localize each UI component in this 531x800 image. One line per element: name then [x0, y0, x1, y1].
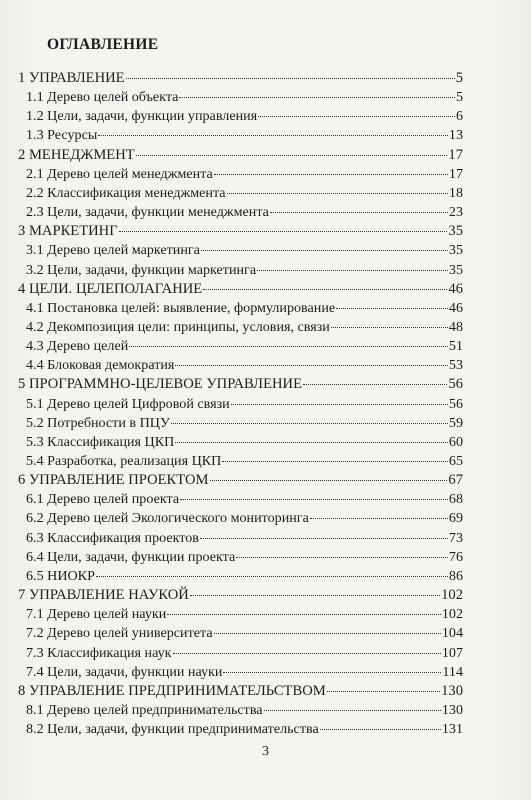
dot-leader — [264, 710, 441, 711]
toc-entry-page: 56 — [448, 376, 463, 393]
toc-chapter-entry — [18, 374, 463, 394]
toc-entry-label: 4.2 Декомпозиция цели: принципы, условия, связи — [26, 318, 330, 335]
toc-section-entry — [26, 547, 463, 567]
dot-leader — [171, 423, 448, 424]
dot-leader — [119, 231, 448, 232]
dot-leader — [129, 346, 448, 347]
toc-entry-page: 60 — [448, 433, 463, 450]
toc-entry-page: 67 — [448, 472, 463, 489]
toc-entry-page: 17 — [448, 165, 463, 182]
toc-entry-label: 6.1 Дерево целей проекта — [26, 491, 180, 508]
toc-entry-page: 86 — [448, 567, 463, 584]
toc-entry-page: 104 — [441, 625, 463, 642]
toc-entry-page: 65 — [448, 453, 463, 469]
toc-entry-label: 8 УПРАВЛЕНИЕ ПРЕДПРИНИМАТЕЛЬСТВОМ — [18, 682, 326, 699]
dot-leader — [336, 308, 448, 309]
toc-chapter-entry — [18, 470, 463, 490]
toc-entry-label: 7.3 Классификация наук — [26, 644, 172, 661]
toc-section-entry — [26, 662, 463, 682]
dot-leader — [179, 97, 455, 98]
toc-entry-label: 6.2 Дерево целей Экологического мониторинга — [26, 510, 309, 527]
toc-entry-page: 35 — [448, 261, 463, 278]
dot-leader — [214, 633, 441, 634]
toc-entry-page: 102 — [441, 606, 463, 623]
toc-section-entry — [26, 183, 463, 203]
dot-leader — [236, 557, 448, 558]
dot-leader — [227, 193, 448, 194]
toc-entry-label: 6 УПРАВЛЕНИЕ ПРОЕКТОМ — [18, 472, 209, 489]
toc-entry-label: 2.2 Классификация менеджмента — [26, 184, 226, 201]
toc-entry-page: 68 — [448, 491, 463, 508]
toc-chapter-entry — [18, 145, 463, 165]
toc-entry-page: 23 — [448, 204, 463, 221]
toc-section-entry — [26, 489, 463, 509]
toc-entry-page: 48 — [448, 318, 463, 335]
dot-leader — [214, 174, 448, 175]
toc-entry-label: 1 УПРАВЛЕНИЕ — [18, 70, 125, 86]
toc-entry-page: 76 — [448, 548, 463, 565]
toc-entry-label: 1.2 Цели, задачи, функции управления — [26, 108, 258, 125]
toc-section-entry — [26, 240, 463, 260]
dot-leader — [231, 404, 448, 405]
dot-leader — [175, 442, 448, 443]
toc-entry-page: 102 — [441, 587, 463, 604]
toc-entry-label: 1.1 Дерево целей объекта — [26, 89, 179, 106]
toc-entry-page: 59 — [448, 414, 463, 431]
toc-entry-label: 4.4 Блоковая демократия — [26, 357, 175, 374]
toc-entry-page: 51 — [448, 338, 463, 355]
toc-section-entry — [26, 355, 463, 375]
toc-entry-page: 17 — [448, 146, 463, 163]
dot-leader — [200, 538, 448, 539]
dot-leader — [331, 327, 448, 328]
toc-entry-page: 131 — [441, 721, 463, 738]
toc-section-entry — [26, 202, 463, 222]
toc-entry-page: 130 — [441, 682, 463, 699]
toc-section-entry — [26, 164, 463, 184]
toc-section-entry — [26, 336, 463, 356]
dot-leader — [190, 595, 440, 596]
toc-chapter-entry — [18, 68, 463, 88]
toc-section-entry — [26, 106, 463, 126]
dot-leader — [222, 461, 448, 462]
toc-entry-label: 2 МЕНЕДЖМЕНТ — [18, 146, 135, 163]
toc-entry-label: 6.4 Цели, задачи, функции проекта — [26, 548, 236, 565]
toc-section-entry — [26, 432, 463, 452]
toc-entry-page: 73 — [448, 529, 463, 546]
toc-chapter-entry — [18, 279, 463, 299]
toc-entry-page: 53 — [448, 357, 463, 374]
toc-entry-label: 5 ПРОГРАММНО-ЦЕЛЕВОЕ УПРАВЛЕНИЕ — [18, 376, 302, 393]
toc-entry-label: 7.1 Дерево целей науки — [26, 606, 167, 623]
toc-entry-page: 6 — [455, 108, 463, 125]
toc-entry-page: 5 — [455, 89, 463, 106]
toc-entry-label: 2.3 Цели, задачи, функции менеджмента — [26, 204, 269, 221]
dot-leader — [303, 384, 447, 385]
dot-leader — [180, 499, 448, 500]
toc-entry-label: 4.3 Дерево целей — [26, 338, 129, 355]
dot-leader — [223, 672, 441, 673]
toc-entry-label: 8.2 Цели, задачи, функции предпринимательства — [26, 721, 319, 738]
toc-entry-label: 7 УПРАВЛЕНИЕ НАУКОЙ — [18, 587, 189, 604]
dot-leader — [203, 289, 447, 290]
toc-entry-page: 35 — [448, 223, 463, 240]
dot-leader — [126, 78, 455, 79]
toc-entry-label: 8.1 Дерево целей предпринимательства — [26, 701, 263, 718]
toc-section-entry — [26, 451, 463, 471]
toc-entry-page: 69 — [448, 510, 463, 527]
toc-chapter-entry — [18, 221, 463, 241]
toc-section-entry — [26, 260, 463, 280]
dot-leader — [201, 250, 448, 251]
toc-entry-label: 6.5 НИОКР — [26, 567, 95, 584]
toc-section-entry — [26, 394, 463, 414]
toc-entry-page: 130 — [441, 701, 463, 718]
toc-entry-page: 5 — [455, 70, 463, 86]
toc-section-entry — [26, 125, 463, 145]
toc-entry-page: 18 — [448, 184, 463, 201]
toc-entry-label: 3 МАРКЕТИНГ — [18, 223, 118, 240]
dot-leader — [327, 691, 440, 692]
toc-section-entry — [26, 623, 463, 643]
toc-section-entry — [26, 87, 463, 107]
toc-section-entry — [26, 317, 463, 337]
toc-entry-label: 2.1 Дерево целей менеджмента — [26, 165, 213, 182]
toc-section-entry — [26, 508, 463, 528]
toc-entry-label: 7.2 Дерево целей университета — [26, 625, 213, 642]
dot-leader — [210, 480, 448, 481]
page-number: 3 — [262, 744, 269, 759]
toc-entry-label: 1.3 Ресурсы — [26, 127, 98, 144]
toc-entry-label: 3.1 Дерево целей маркетинга — [26, 242, 200, 259]
toc-entry-page: 107 — [441, 644, 463, 661]
dot-leader — [136, 155, 448, 156]
toc-entry-label: 5.2 Потребности в ПЦУ — [26, 414, 170, 431]
toc-entry-label: 6.3 Классификация проектов — [26, 529, 199, 546]
toc-entry-page: 35 — [448, 242, 463, 259]
toc-section-entry — [26, 528, 463, 548]
toc-title: ОГЛАВЛЕНИЕ — [47, 36, 159, 53]
dot-leader — [270, 212, 448, 213]
toc-section-entry — [26, 566, 463, 586]
toc-entry-label: 5.3 Классификация ЦКП — [26, 433, 175, 450]
dot-leader — [257, 270, 448, 271]
dot-leader — [167, 614, 441, 615]
toc-entry-label: 4.1 Постановка целей: выявление, формулирование — [26, 299, 336, 316]
toc-section-entry — [26, 700, 463, 720]
toc-entry-page: 13 — [448, 127, 463, 144]
toc-entry-label: 7.4 Цели, задачи, функции науки — [26, 663, 223, 680]
toc-entry-label: 4 ЦЕЛИ. ЦЕЛЕПОЛАГАНИЕ — [18, 280, 203, 297]
dot-leader — [258, 116, 455, 117]
dot-leader — [98, 135, 448, 136]
toc-section-entry — [26, 604, 463, 624]
toc-entry-page: 46 — [448, 280, 463, 297]
toc-section-entry — [26, 413, 463, 433]
toc-entry-page: 46 — [448, 299, 463, 316]
toc-section-entry — [26, 719, 463, 739]
toc-entry-label: 5.1 Дерево целей Цифровой связи — [26, 395, 230, 412]
dot-leader — [320, 729, 441, 730]
dot-leader — [173, 653, 441, 654]
toc-entry-label: 3.2 Цели, задачи, функции маркетинга — [26, 261, 257, 278]
dot-leader — [310, 518, 448, 519]
dot-leader — [175, 365, 448, 366]
toc-entry-page: 56 — [448, 395, 463, 412]
toc-entry-label: 5.4 Разработка, реализация ЦКП — [26, 453, 222, 469]
dot-leader — [96, 576, 448, 577]
toc-entry-page: 114 — [442, 663, 463, 680]
toc-section-entry — [26, 643, 463, 663]
toc-section-entry — [26, 298, 463, 318]
toc-chapter-entry — [18, 681, 463, 701]
toc-chapter-entry — [18, 585, 463, 605]
